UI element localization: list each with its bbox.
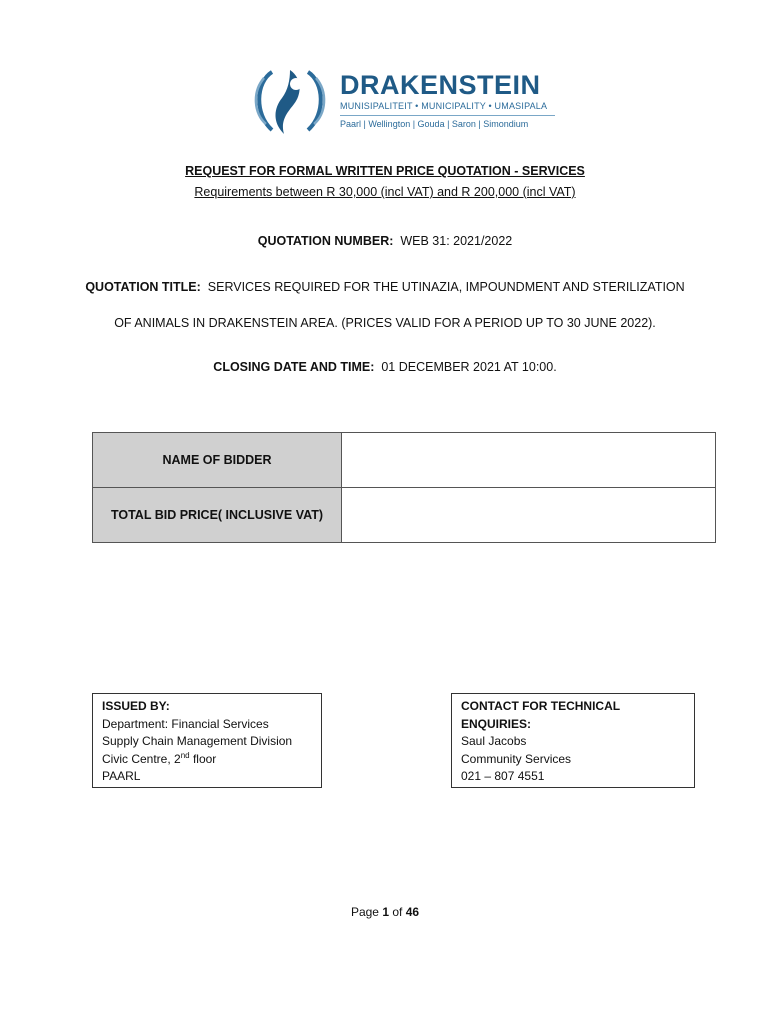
document-title: REQUEST FOR FORMAL WRITTEN PRICE QUOTATION - SERVICES [185,164,585,178]
issued-by-box [92,693,322,788]
quotation-number [0,234,770,248]
quotation-number-label: QUOTATION NUMBER: [257,234,394,248]
issued-by-division: Supply Chain Management Division [102,734,293,748]
logo-brand-name: DRAKENSTEIN [340,70,541,100]
total-bid-price-field[interactable] [342,488,716,543]
quotation-title-value-2: OF ANIMALS IN DRAKENSTEIN AREA. (PRICES VALID FOR A PERIOD UP TO 30 JUNE 2022). [114,316,656,330]
total-bid-price-label: TOTAL BID PRICE( INCLUSIVE VAT) [93,488,342,543]
page-number: Page 1 of 46 [350,905,420,919]
table-row [93,488,716,543]
logo-towns: Paarl | Wellington | Gouda | Saron | Simondium [340,119,529,129]
quotation-title-value-1: SERVICES REQUIRED FOR THE UTINAZIA, IMPOUNDMENT AND STERILIZATION [207,280,685,294]
contact-department: Community Services [461,751,572,766]
contact-heading: CONTACT FOR TECHNICAL ENQUIRIES: [461,699,620,731]
logo-divider [340,115,555,116]
logo-tagline: MUNISIPALITEIT • MUNICIPALITY • UMASIPALA [340,101,548,111]
contact-box [451,693,695,788]
quotation-title [0,280,770,294]
closing-date [0,360,770,374]
bidder-table [92,432,716,543]
issued-by-heading: ISSUED BY: [102,699,170,713]
logo-mark-icon [250,64,330,136]
issued-by-city: PAARL [102,769,141,783]
municipality-logo [250,64,560,136]
quotation-title-label: QUOTATION TITLE: [85,280,201,294]
contact-phone: 021 – 807 4551 [461,769,545,783]
issued-by-address: Civic Centre, 2nd floor [102,750,217,766]
name-of-bidder-field[interactable] [342,433,716,488]
closing-date-label: CLOSING DATE AND TIME: [213,360,375,374]
requirements-line: Requirements between R 30,000 (incl VAT) and R 200,000 (incl VAT) [194,185,576,199]
closing-date-value: 01 DECEMBER 2021 AT 10:00. [381,360,557,374]
table-row [93,433,716,488]
name-of-bidder-label: NAME OF BIDDER [93,433,342,488]
issued-by-department: Department: Financial Services [102,716,269,731]
contact-name: Saul Jacobs [461,734,527,748]
quotation-number-value: WEB 31: 2021/2022 [400,234,513,248]
